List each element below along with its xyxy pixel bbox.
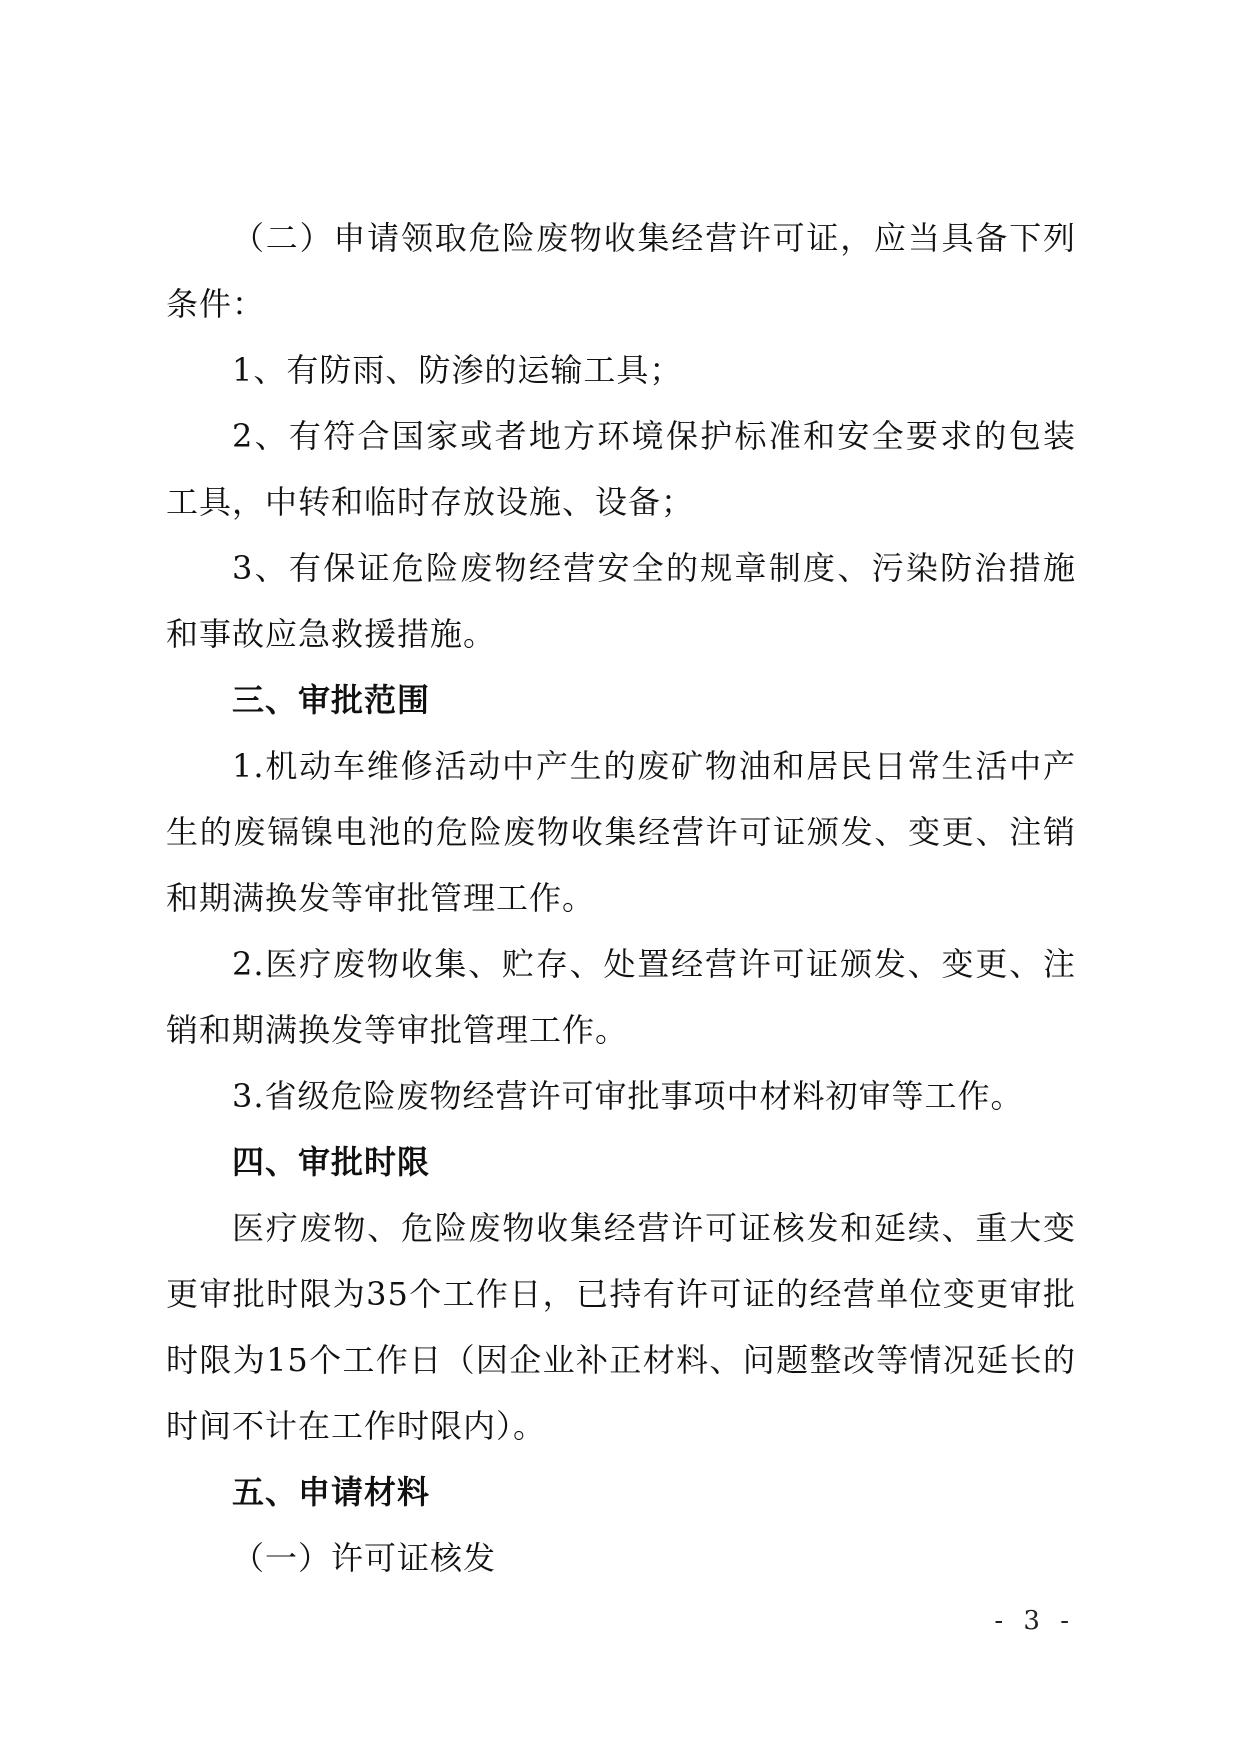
heading-application-materials: 五、申请材料 [232,1473,431,1511]
heading-approval-time-limit: 四、审批时限 [232,1143,431,1181]
paragraph-condition-3: 3、有保证危险废物经营安全的规章制度、污染防治措施和事故应急救援措施。 [166,549,1076,653]
paragraph-application-conditions: （二）申请领取危险废物收集经营许可证，应当具备下列条件： [166,219,1076,323]
heading-approval-scope: 三、审批范围 [232,681,431,719]
page-number: - 3 - [994,1606,1075,1636]
paragraph-time-limit: 医疗废物、危险废物收集经营许可证核发和延续、重大变更审批时限为35个工作日，已持有许可证的经营单位变更审批时限为15个工作日（因企业补正材料、问题整改等情况延长的时间不计在工作时限内）。 [166,1209,1076,1445]
paragraph-condition-2: 2、有符合国家或者地方环境保护标准和安全要求的包装工具，中转和临时存放设施、设备； [166,417,1076,521]
paragraph-scope-2: 2.医疗废物收集、贮存、处置经营许可证颁发、变更、注销和期满换发等审批管理工作。 [166,945,1076,1049]
paragraph-scope-1: 1.机动车维修活动中产生的废矿物油和居民日常生活中产生的废镉镍电池的危险废物收集经营许可证颁发、变更、注销和期满换发等审批管理工作。 [166,747,1076,917]
paragraph-condition-1: 1、有防雨、防渗的运输工具； [232,351,683,389]
paragraph-license-issuance: （一）许可证核发 [232,1539,497,1577]
document-body [166,205,1076,1591]
paragraph-scope-3: 3.省级危险废物经营许可审批事项中材料初审等工作。 [232,1077,1024,1115]
